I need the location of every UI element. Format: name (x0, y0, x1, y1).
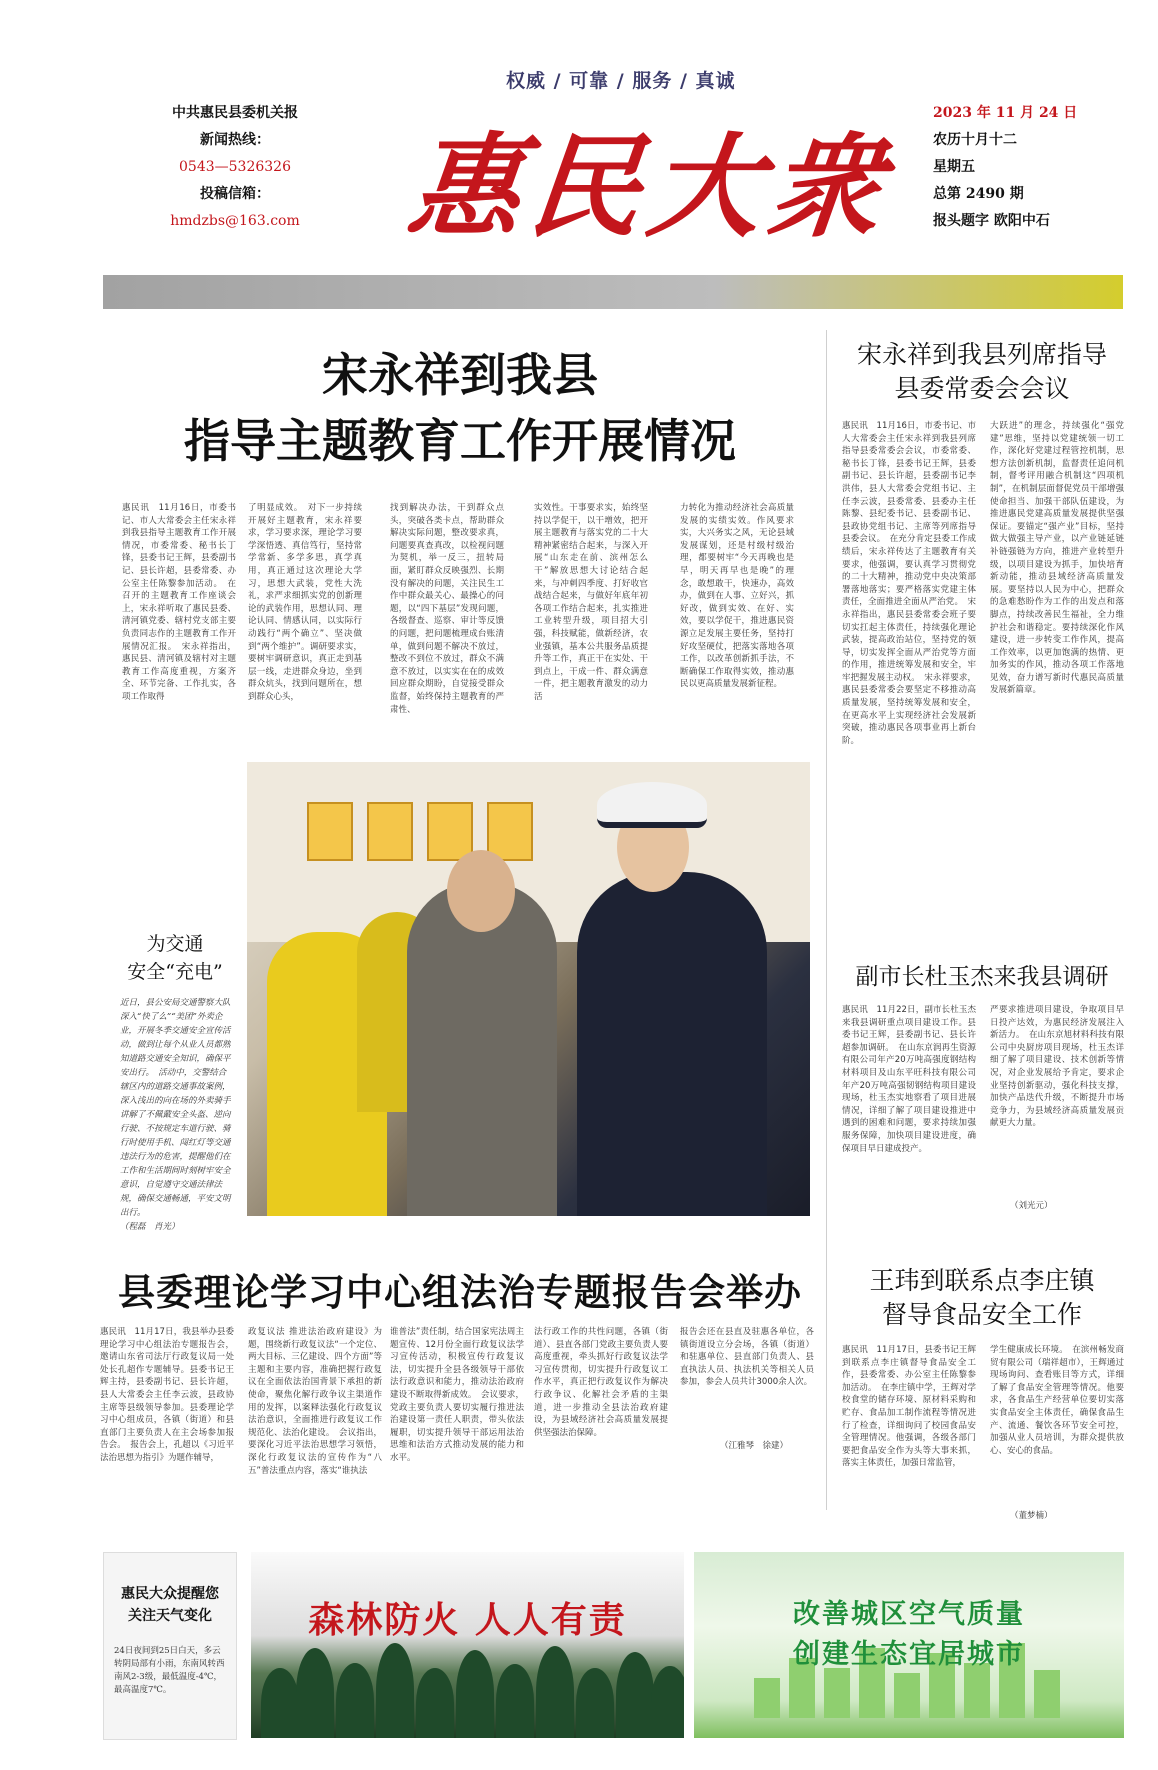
right-story-1-title[interactable] (842, 338, 1122, 406)
news-photo-traffic-police (247, 762, 810, 1216)
weather-notice-box (103, 1552, 237, 1740)
lead-col-5: 力转化为推动经济社会高质量发展的实绩实效。作风要求实，大兴务实之风，无论县域发展谋划，还是村级村级治理，都要树牢“今天再晚也是早，明天再早也是晚”的理念，敢想敢干，快速办，高效办，做到在人事、立好兴，抓好改，做到实效、在好、实效，要以学促干，推进惠民资源立足发展主要任务，坚持打好攻坚硬仗，把落实落地各项工作，以改革创新抓手法，不断确保工作取得实效，推动惠民以更高质量发展新征程。 (680, 503, 794, 690)
forest-fire-slogan: 森林防火 人人有责 (308, 1600, 627, 1641)
masthead-slogan: 权威 / 可靠 / 服务 / 真诚 (506, 70, 736, 92)
issue-number: 总第 2490 期 (933, 186, 1024, 202)
masthead-rule-bar (103, 275, 1123, 309)
mail-label: 投稿信箱： (200, 186, 270, 202)
organ-name: 中共惠民县委机关报 (172, 105, 298, 121)
right-story-3-title[interactable] (842, 1264, 1122, 1332)
right-story-1-col-2: 大跃进”的理念，持续强化“强党建”思维，坚持以党建统领一切工作，深化好党建过程管控机制，思想方法创新机制，监督责任追问机制，督考评用融合机制这“四项机制”，在机制层面督促党员干部增强使命担当、加强干部队伍建设，为推进惠民党建高质量发展提供坚强保证。要锚定“强产业”目标，坚持做大做强主导产业，以产业链延链补链强链为方向，推进产业转型升级，以项目建设为抓手，加快培育新动能，推动县域经济高质量发展。要坚持以人民为中心，把群众的急难愁盼作为工作的出发点和落脚点，持续改善民生福祉，全力维护社会和谐稳定。要持续深化作风建设，进一步转变工作作风，提高工作效率，以更加饱满的热情、更加务实的作风，推动各项工作落地见效，奋力谱写新时代惠民高质量发展新篇章。 (990, 421, 1124, 696)
lower-story-col-2: 政复议法 推进法治政府建设》为题，围绕新行政复议法“一个定位、两大目标、三亿建设、四个方面”等主题和主要内容，准确把握行政复议在全面依法治国背景下承担的新使命，聚焦化解行政争议主渠道作用的发挥，以案释法强化行政复议法治意识，全面推进行政复议工作规范化、法治化建设。 会议指出，要深化习近平法治思想学习领悟，深化行政复议法的宣传作为“八五”普法重点内容，落实“谁执法 (248, 1327, 382, 1476)
air-quality-slogan-line1: 改善城区空气质量 (793, 1599, 1025, 1630)
right-story-2-credit: （刘光元） (1010, 1201, 1053, 1211)
photo-caption-body: 近日，县公安局交通警察大队深入“快了么”“美团”外卖企业，开展冬季交通安全宣传活动，做到让每个从业人员都熟知道路交通安全知识，确保平安出行。 活动中，交警结合辖区内的道路交通事故案例，深入浅出的向在场的外卖骑手讲解了不佩戴安全头盔、逆向行驶、不按规定车道行驶、骑行时使用手机、闯红灯等交通违法行为的危害，提醒他们在工作和生活期间时刻树牢安全意识，自觉遵守交通法律法规，确保交通畅通，平安文明出行。 (120, 998, 231, 1218)
photo-credit: （程磊 肖光） (120, 1222, 180, 1232)
right-story-1-title-line1: 宋永祥到我县列席指导 (856, 340, 1107, 369)
lower-story-credit: （江雅琴 徐建） (720, 1441, 789, 1451)
right-story-3-title-line1: 王玮到联系点李庄镇 (869, 1266, 1095, 1295)
air-quality-slogan-line2: 创建生态宜居城市 (793, 1639, 1025, 1670)
right-story-3-col-2: 学生健康成长环境。 在滨州畅发商贸有限公司（瑞祥超市），王辉通过现场询问、查看账目等方式，详细了解了食品安全管理等情况。他要求，各食品生产经营单位要切实落实食品安全主体责任，确保食品生产、流通、餐饮各环节安全可控，加强从业人员培训，为群众提供放心、安心的食品。 (990, 1345, 1124, 1456)
calligraphy-credit: 报头题字 欧阳中石 (933, 213, 1050, 229)
photo-caption (120, 996, 232, 1234)
lead-headline[interactable] (140, 342, 780, 474)
lead-col-3: 找到解决办法，干到群众点头，突破各类卡点，帮助群众解决实际问题，整改要求真，问题要真查真改，以检视问题为契机，举一反三，扭转局面，紧盯群众反映强烈、长期没有解决的问题，关注民生工作中群众最关心、最操心的问题，以“四下基层”发现问题，各级督查、巡察、审计等反馈的问题，把问题梳理成台账清单，做到问题不解决不放过，整改不到位不放过，群众不满意不放过，以实实在在的成效回应群众期盼，自觉接受群众监督，始终保持主题教育的严肃性、 (390, 503, 504, 715)
weather-notice-title-line1: 惠民大众提醒您 (121, 1586, 219, 1602)
lower-story-col-4: 法行政工作的共性问题，各镇（街道）、县直各部门党政主要负责人要高度重视，牵头抓好行政复议法学习宣传贯彻，切实提升行政复议工作水平，真正把行政复议作为解决行政争议、化解社会矛盾的主渠道，进一步推动全县法治政府建设，为县域经济社会高质量发展提供坚强法治保障。 (534, 1327, 668, 1438)
weather-notice-title-line2: 关注天气变化 (128, 1608, 212, 1624)
lead-col-1: 惠民讯 11月16日，市委书记、市人大常委会主任宋永祥到我县指导主题教育工作开展情况，市委常委、秘书长丁锋，县委书记王辉，县委副书记、县长许超，县委常委、办公室主任陈黎参加活动。 在召开的主题教育工作座谈会上，宋永祥听取了惠民县委、清河镇党委、辖村党支部主要负责同志作的主题教育工作开展情况汇报。 宋永祥指出，惠民县、清河镇及辖村对主题教育工作高度重视，方案齐全、环节完备、工作扎实，各项工作取得 (122, 503, 236, 702)
lead-col-2: 了明显成效。 对下一步持续开展好主题教育，宋永祥要求，学习要求深，理论学习要学深悟透、真信笃行，坚持常学常新、多学多思，真学真用，真正通过这次理论大学习，思想大武装，党性大洗礼，求严求细抓实党的创新理论的武装作用，思想认同、理论认同、情感认同，以实际行动践行“两个确立”、坚决做到“两个维护”。调研要求实，要树牢调研意识，真正走到基层一线，走进群众身边，坐到群众炕头，找到问题所在，想到群众心头， (248, 503, 362, 702)
photo-caption-title-line1: 为交通 (146, 933, 204, 955)
right-story-3-credit: （董梦楠） (1010, 1511, 1053, 1521)
forest-fire-ad[interactable] (251, 1552, 684, 1738)
right-story-3-col-1: 惠民讯 11月17日，县委书记王辉到联系点李庄镇督导食品安全工作，县委常委、办公室主任陈黎参加活动。 在李庄镇中学，王辉对学校食堂的储存环境、原材料采购和贮存、食品加工制作流程等情况进行了检查，详细询问了校园食品安全管理情况。他强调，各级各部门要把食品安全作为头等大事来抓，落实主体责任，加强日常监管， (842, 1345, 976, 1469)
lower-story-col-1: 惠民讯 11月17日，我县举办县委理论学习中心组法治专题报告会，邀请山东省司法厅行政复议局一处处长孔超作专题辅导。县委书记王辉主持，县委副书记、县长许超，县人大常委会主任李云波，县政协主席等县级领导参加。县委理论学习中心组成员，各镇（街道）和县直部门主要负责人在主会场参加报告会。 报告会上，孔超以《习近平法治思想为指引》为题作辅导， (100, 1327, 234, 1463)
lower-story-col-3: 谁普法”责任制，结合国家宪法周主题宣传、12月份全面行政复议法学习宣传活动，积极宣传行政复议法，切实提升全县各级领导干部依法行政意识和能力，推动法治政府建设不断取得新成效。 会议要求，党政主要负责人要切实履行推进法治建设第一责任人职责，带头依法履职，切实提升领导干部运用法治思维和法治方式推动发展的能力和水平。 (390, 1327, 524, 1463)
lower-story-col-5: 报告会还在县直及驻惠各单位，各镇街道设立分会场，各镇（街道）和驻惠单位、县直部门负责人、县直执法人员、执法机关等相关人员参加，参会人员共计3000余人次。 (680, 1327, 814, 1388)
lead-headline-line2: 指导主题教育工作开展情况 (184, 414, 736, 468)
weekday: 星期五 (933, 159, 975, 175)
right-story-2-title[interactable]: 副市长杜玉杰来我县调研 (855, 964, 1109, 990)
right-story-1-title-line2: 县委常委会会议 (894, 374, 1070, 403)
right-story-2-col-1: 惠民讯 11月22日，副市长杜玉杰来我县调研重点项目建设工作。县委书记王辉，县委副书记、县长许超参加调研。 在山东京润再生资源有限公司年产20万吨高强度钢结构材料项目及山东平旺科技有限公司年产20万吨高强韧钢结构项目建设现场，杜玉杰实地察看了项目进展情况，详细了解了项目建设推进中遇到的困难和问题，要求持续加强服务保障，加快项目建设进度，确保项目早日建成投产。 (842, 1005, 976, 1154)
lower-story-headline[interactable]: 县委理论学习中心组法治专题报告会举办 (118, 1270, 802, 1314)
hotline-label: 新闻热线： (200, 132, 270, 148)
column-divider (826, 330, 827, 1510)
right-story-2-col-2: 严要求推进项目建设，争取项目早日投产达效，为惠民经济发展注入新活力。 在山东京旭材料科技有限公司中央厨房项目现场，杜玉杰详细了解了项目建设、技术创新等情况，对企业发展给予肯定，要求企业坚持创新驱动，强化科技支撑，加快产品迭代升级，不断提升市场竞争力，为县域经济高质量发展贡献更大力量。 (990, 1005, 1124, 1129)
lead-headline-line1: 宋永祥到我县 (322, 348, 598, 402)
lead-col-4: 实效性。干事要求实，始终坚持以学促干，以干增效，把开展主题教育与落实党的二十大精神紧密结合起来，与深入开展“山东走在前、滨州怎么干”解放思想大讨论结合起来，与冲刺四季度、打好收官战结合起来，与做好年底年初各项工作结合起来，扎实推进工业转型升级，项目招大引强，科技赋能，做新经济，农业强镇，基本公共服务品质提升等工作，真正干在实处、干到点上，干成一件、群众满意一件，把主题教育激发的动力活 (534, 503, 648, 702)
right-story-1-col-1: 惠民讯 11月16日，市委书记、市人大常委会主任宋永祥到我县列席指导县委常委会会议，市委常委、秘书长丁锋，县委书记王辉，县委副书记、县长许超，县委副书记李洪伟，县人大常委会党组书记、主任李云波，县委常委、县委办主任陈黎、县纪委书记、县委副书记、县政协党组书记、主席等列席指导县委会议。 在充分肯定县委工作成绩后，宋永祥传达了主题教育有关要求，他强调，要认真学习贯彻党的二十大精神，推动党中央决策部署落地落实；要严格落实党建主体责任，全面推进全面从严治党。 宋永祥指出，惠民县委常委会班子要切实扛起主体责任，持续强化理论武装，提高政治站位，坚持党的领导，切实发挥全面从严治党等方面的作用，推进统筹发展和安全，牢牢把握发展主动权。 宋永祥要求，惠民县委常委会要坚定不移推动高质量发展，坚持统筹发展和安全，在更高水平上实现经济社会发展新突破，推动惠民各项事业再上新台阶。 (842, 421, 976, 746)
weather-notice-text: 24日夜间到25日白天，多云转阴局部有小雨，东南风转西南风2-3级，最低温度-4℃，最高温度7℃。 (114, 1646, 225, 1695)
lunar-date: 农历十月十二 (933, 132, 1017, 148)
hotline-number: 0543—5326326 (179, 159, 291, 175)
mail-address: hmdzbs@163.com (170, 213, 300, 229)
masthead-title: 惠民大衆 (402, 122, 896, 253)
photo-caption-title (120, 930, 230, 986)
air-quality-ad[interactable] (694, 1552, 1124, 1738)
right-story-3-title-line2: 督导食品安全工作 (881, 1300, 1082, 1329)
weather-notice-title (104, 1583, 236, 1627)
masthead-left-info (155, 100, 315, 235)
masthead-right-info (933, 100, 1077, 235)
photo-caption-title-line2: 安全“充电” (127, 961, 223, 983)
issue-date: 2023 年 11 月 24 日 (933, 105, 1078, 121)
